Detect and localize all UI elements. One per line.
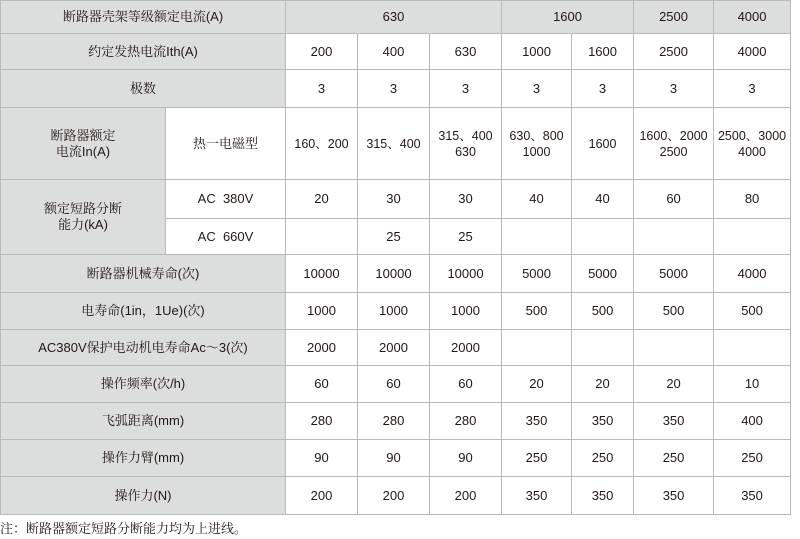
value-line: 2500 (659, 144, 688, 159)
value-cell: 2500 (634, 34, 714, 70)
poles-label: 极数 (1, 70, 286, 108)
value-cell: 60 (634, 180, 714, 219)
value-cell: 10000 (430, 255, 502, 293)
breaking-ac380-row (1, 180, 791, 219)
value-cell (502, 219, 572, 255)
value-cell: 1000 (358, 293, 430, 330)
value-cell: 40 (572, 180, 634, 219)
value-cell: 20 (502, 366, 572, 403)
value-cell: 90 (430, 440, 502, 477)
rated-current-label-line: 电流In(A) (55, 143, 111, 159)
force-row (1, 477, 791, 515)
value-cell: 280 (286, 403, 358, 440)
value-cell (572, 108, 634, 180)
value-cell (358, 108, 430, 180)
value-cell: 3 (358, 70, 430, 108)
value-cell: 80 (714, 180, 791, 219)
value-cell: 500 (714, 293, 791, 330)
value-cell: 350 (502, 477, 572, 515)
thermal-magnetic-label: 热一电磁型 (166, 108, 286, 180)
elec-life-label: 电寿命(1in，1Ue)(次) (1, 293, 286, 330)
value-line: 2500、3000 (717, 128, 787, 143)
value-cell: 10 (714, 366, 791, 403)
value-cell: 20 (572, 366, 634, 403)
value-line: 315、400 (366, 136, 421, 151)
elec-life-row (1, 293, 791, 330)
breaking-capacity-label-line: 能力(kA) (58, 217, 108, 232)
value-cell: 250 (714, 440, 791, 477)
value-cell (714, 108, 791, 180)
value-cell: 1000 (286, 293, 358, 330)
value-cell: 3 (286, 70, 358, 108)
value-cell: 500 (502, 293, 572, 330)
value-cell (714, 219, 791, 255)
value-line: 1600、2000 (639, 128, 708, 143)
value-cell: 90 (358, 440, 430, 477)
value-cell: 60 (358, 366, 430, 403)
value-cell: 250 (572, 440, 634, 477)
value-line: 4000 (738, 144, 766, 159)
value-cell: 5000 (502, 255, 572, 293)
breaking-capacity-label-line: 额定短路分断 (43, 201, 122, 216)
value-line: 1600 (588, 136, 617, 151)
value-cell (286, 108, 358, 180)
value-cell: 500 (572, 293, 634, 330)
value-cell: 4000 (714, 34, 791, 70)
value-cell: 350 (634, 403, 714, 440)
value-cell: 5000 (634, 255, 714, 293)
frame-current-label: 断路器壳架等级额定电流(A) (1, 1, 286, 34)
value-cell: 280 (358, 403, 430, 440)
value-cell: 350 (634, 477, 714, 515)
value-cell: 60 (286, 366, 358, 403)
value-cell (286, 219, 358, 255)
force-label: 操作力(N) (1, 477, 286, 515)
force-arm-label: 操作力臂(mm) (1, 440, 286, 477)
value-cell: 40 (502, 180, 572, 219)
value-cell: 3 (572, 70, 634, 108)
value-cell (634, 219, 714, 255)
ac380-label: AC 380V (166, 180, 286, 219)
value-line: 630 (455, 144, 476, 159)
value-cell (634, 108, 714, 180)
value-cell: 2000 (430, 330, 502, 366)
value-cell: 5000 (572, 255, 634, 293)
value-cell: 350 (714, 477, 791, 515)
value-cell: 10000 (286, 255, 358, 293)
value-cell: 20 (286, 180, 358, 219)
frequency-label: 操作频率(次/h) (1, 366, 286, 403)
frame-group-1600: 1600 (502, 1, 634, 34)
value-line: 630、800 (509, 128, 564, 143)
footnote: 注：断路器额定短路分断能力均为上进线。 (0, 521, 248, 536)
rated-current-label-line: 断路器额定 (50, 127, 116, 143)
frame-group-2500: 2500 (634, 1, 714, 34)
value-cell: 630 (430, 34, 502, 70)
value-line: 315、400 (438, 128, 493, 143)
value-line: 160、200 (294, 136, 349, 151)
value-cell (430, 108, 502, 180)
ac660-label: AC 660V (166, 219, 286, 255)
mech-life-row (1, 255, 791, 293)
poles-row (1, 70, 791, 108)
value-cell: 200 (286, 34, 358, 70)
value-cell: 90 (286, 440, 358, 477)
value-cell (634, 330, 714, 366)
frame-header-row (1, 1, 791, 34)
value-cell: 20 (634, 366, 714, 403)
arc-distance-label: 飞弧距离(mm) (1, 403, 286, 440)
value-cell: 1000 (430, 293, 502, 330)
value-cell: 250 (634, 440, 714, 477)
value-cell: 200 (358, 477, 430, 515)
value-cell: 30 (430, 180, 502, 219)
frame-group-4000: 4000 (714, 1, 791, 34)
value-cell: 2000 (286, 330, 358, 366)
value-cell: 3 (430, 70, 502, 108)
value-cell: 400 (714, 403, 791, 440)
motor-life-label: AC380V保护电动机电寿命Ac～3(次) (1, 330, 286, 366)
mech-life-label: 断路器机械寿命(次) (1, 255, 286, 293)
value-cell: 250 (502, 440, 572, 477)
value-cell (572, 330, 634, 366)
value-cell: 200 (430, 477, 502, 515)
value-cell: 1600 (572, 34, 634, 70)
value-cell: 3 (502, 70, 572, 108)
arc-distance-row (1, 403, 791, 440)
value-cell: 60 (430, 366, 502, 403)
value-cell (572, 219, 634, 255)
motor-life-row (1, 330, 791, 366)
rated-current-row (1, 108, 791, 180)
value-cell (502, 108, 572, 180)
value-cell: 2000 (358, 330, 430, 366)
breaking-capacity-label (1, 180, 166, 255)
value-cell: 350 (572, 403, 634, 440)
value-cell: 25 (430, 219, 502, 255)
value-cell: 30 (358, 180, 430, 219)
force-arm-row (1, 440, 791, 477)
value-cell: 3 (714, 70, 791, 108)
value-cell: 350 (502, 403, 572, 440)
value-cell: 4000 (714, 255, 791, 293)
value-cell: 350 (572, 477, 634, 515)
value-cell: 25 (358, 219, 430, 255)
rated-current-label (1, 108, 166, 180)
value-cell: 280 (430, 403, 502, 440)
frequency-row (1, 366, 791, 403)
ith-label: 约定发热电流Ith(A) (1, 34, 286, 70)
frame-group-630: 630 (286, 1, 502, 34)
value-cell: 3 (634, 70, 714, 108)
value-cell: 200 (286, 477, 358, 515)
value-cell (502, 330, 572, 366)
value-cell: 400 (358, 34, 430, 70)
value-cell: 1000 (502, 34, 572, 70)
value-cell (714, 330, 791, 366)
value-cell: 500 (634, 293, 714, 330)
value-line: 1000 (522, 144, 551, 159)
ith-row (1, 34, 791, 70)
value-cell: 10000 (358, 255, 430, 293)
